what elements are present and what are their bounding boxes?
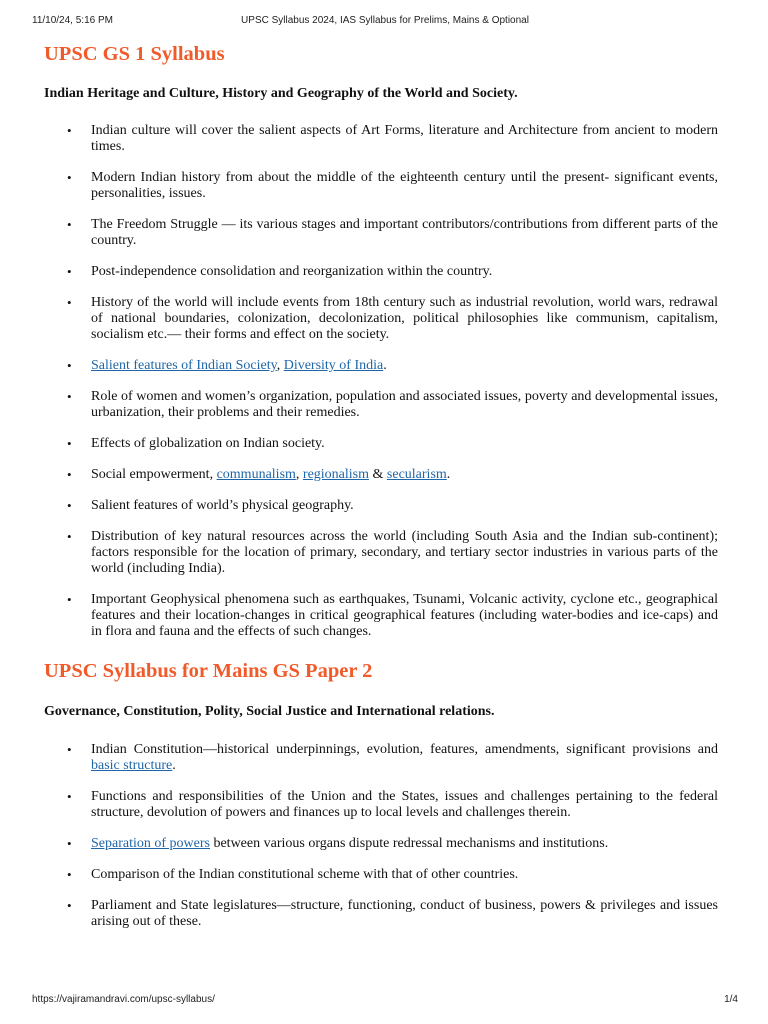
item-text: Post-independence consolidation and reorganization within the country. [91, 264, 493, 279]
bullet-icon: • [67, 529, 72, 544]
inline-link[interactable]: Diversity of India [283, 358, 384, 373]
list-item [44, 898, 718, 930]
item-text: The Freedom Struggle — its various stages and important contributors/contributions from different parts of the country. [91, 217, 718, 248]
list-item [44, 358, 718, 374]
item-text: Effects of globalization on Indian society. [91, 436, 325, 451]
bullet-icon: • [67, 742, 72, 757]
bullet-icon: • [67, 836, 72, 851]
list-item [44, 217, 718, 249]
bullet-icon: • [67, 898, 72, 913]
bullet-icon: • [67, 467, 72, 482]
bullet-icon: • [67, 867, 72, 882]
section-heading-gs2: UPSC Syllabus for Mains GS Paper 2 [44, 660, 373, 682]
bullet-icon: • [67, 170, 72, 185]
bullet-icon: • [67, 264, 72, 279]
inline-link[interactable]: Salient features of Indian Society [91, 358, 277, 373]
item-text: , [295, 467, 303, 482]
item-text: Role of women and women’s organization, population and associated issues, poverty and developmental issues, urbanization, their problems and their remedies. [91, 389, 718, 420]
list-item [44, 123, 718, 155]
list-item [44, 436, 718, 452]
bullet-icon: • [67, 295, 72, 310]
item-text: . [446, 467, 451, 482]
bullet-icon: • [67, 358, 72, 373]
bullet-icon: • [67, 592, 72, 607]
inline-link[interactable]: Separation of powers [91, 836, 210, 851]
item-text: , [276, 358, 284, 373]
list-item [44, 467, 718, 483]
item-text: Distribution of key natural resources across the world (including South Asia and the Indian sub-continent); factors responsible for the location of primary, secondary, and tertiary sector industries in various parts of the world (including India). [91, 529, 718, 576]
list-item [44, 592, 718, 640]
list-item [44, 389, 718, 421]
item-text: Indian culture will cover the salient aspects of Art Forms, literature and Architecture from ancient to modern times. [91, 123, 718, 154]
inline-link[interactable]: regionalism [302, 467, 370, 482]
print-url: https://vajiramandravi.com/upsc-syllabus/ [32, 994, 215, 1005]
item-text: Parliament and State legislatures—structure, functioning, conduct of business, powers & privileges and issues arising out of these. [91, 898, 718, 929]
bullet-list-gs2 [44, 742, 718, 930]
list-item [44, 170, 718, 202]
list-item [44, 789, 718, 821]
print-footer [32, 994, 738, 1010]
section-heading-gs1: UPSC GS 1 Syllabus [44, 43, 225, 65]
bullet-icon: • [67, 498, 72, 513]
item-text: History of the world will include events from 18th century such as industrial revolution, world wars, redrawal of national boundaries, colonization, decolonization, political philosophies like communism, capitalism, socialism etc.— their forms and effect on the society. [91, 295, 718, 342]
print-page-title: UPSC Syllabus 2024, IAS Syllabus for Prelims, Mains & Optional [241, 15, 529, 26]
item-text: . [172, 758, 176, 773]
item-text: Social empowerment, [91, 467, 217, 482]
item-text: Important Geophysical phenomena such as earthquakes, Tsunami, Volcanic activity, cyclone etc., geographical features and their location-changes in critical geographical features (including water-bodies and ice-caps) and in flora and fauna and the effects of such changes. [91, 592, 718, 639]
bullet-icon: • [67, 123, 72, 138]
bullet-icon: • [67, 789, 72, 804]
section-subheading-gs2: Governance, Constitution, Polity, Social Justice and International relations. [44, 704, 495, 719]
item-text: . [383, 358, 387, 373]
item-text: Functions and responsibilities of the Union and the States, issues and challenges pertaining to the federal structure, devolution of powers and finances up to local levels and challenges therein. [91, 789, 718, 820]
list-item [44, 529, 718, 577]
print-page-number: 1/4 [724, 994, 738, 1005]
bullet-list-gs1 [44, 123, 718, 640]
inline-link[interactable]: basic structure [91, 758, 173, 773]
article-content [44, 40, 718, 945]
item-text: Indian Constitution—historical underpinnings, evolution, features, amendments, significant provisions and [91, 742, 718, 757]
section-subheading-gs1: Indian Heritage and Culture, History and Geography of the World and Society. [44, 86, 518, 101]
item-text: & [369, 467, 387, 482]
inline-link[interactable]: communalism [216, 467, 296, 482]
list-item [44, 264, 718, 280]
bullet-icon: • [67, 217, 72, 232]
bullet-icon: • [67, 389, 72, 404]
list-item [44, 867, 718, 883]
list-item [44, 742, 718, 774]
inline-link[interactable]: secularism [386, 467, 447, 482]
item-text: Comparison of the Indian constitutional scheme with that of other countries. [91, 867, 519, 882]
list-item [44, 498, 718, 514]
list-item [44, 836, 718, 852]
item-text: Salient features of world’s physical geography. [91, 498, 354, 513]
print-datetime: 11/10/24, 5:16 PM [32, 15, 113, 26]
list-item [44, 295, 718, 343]
bullet-icon: • [67, 436, 72, 451]
item-text: Modern Indian history from about the middle of the eighteenth century until the present- significant events, personalities, issues. [91, 170, 718, 201]
print-header [32, 15, 738, 31]
item-text: between various organs dispute redressal mechanisms and institutions. [209, 836, 609, 851]
